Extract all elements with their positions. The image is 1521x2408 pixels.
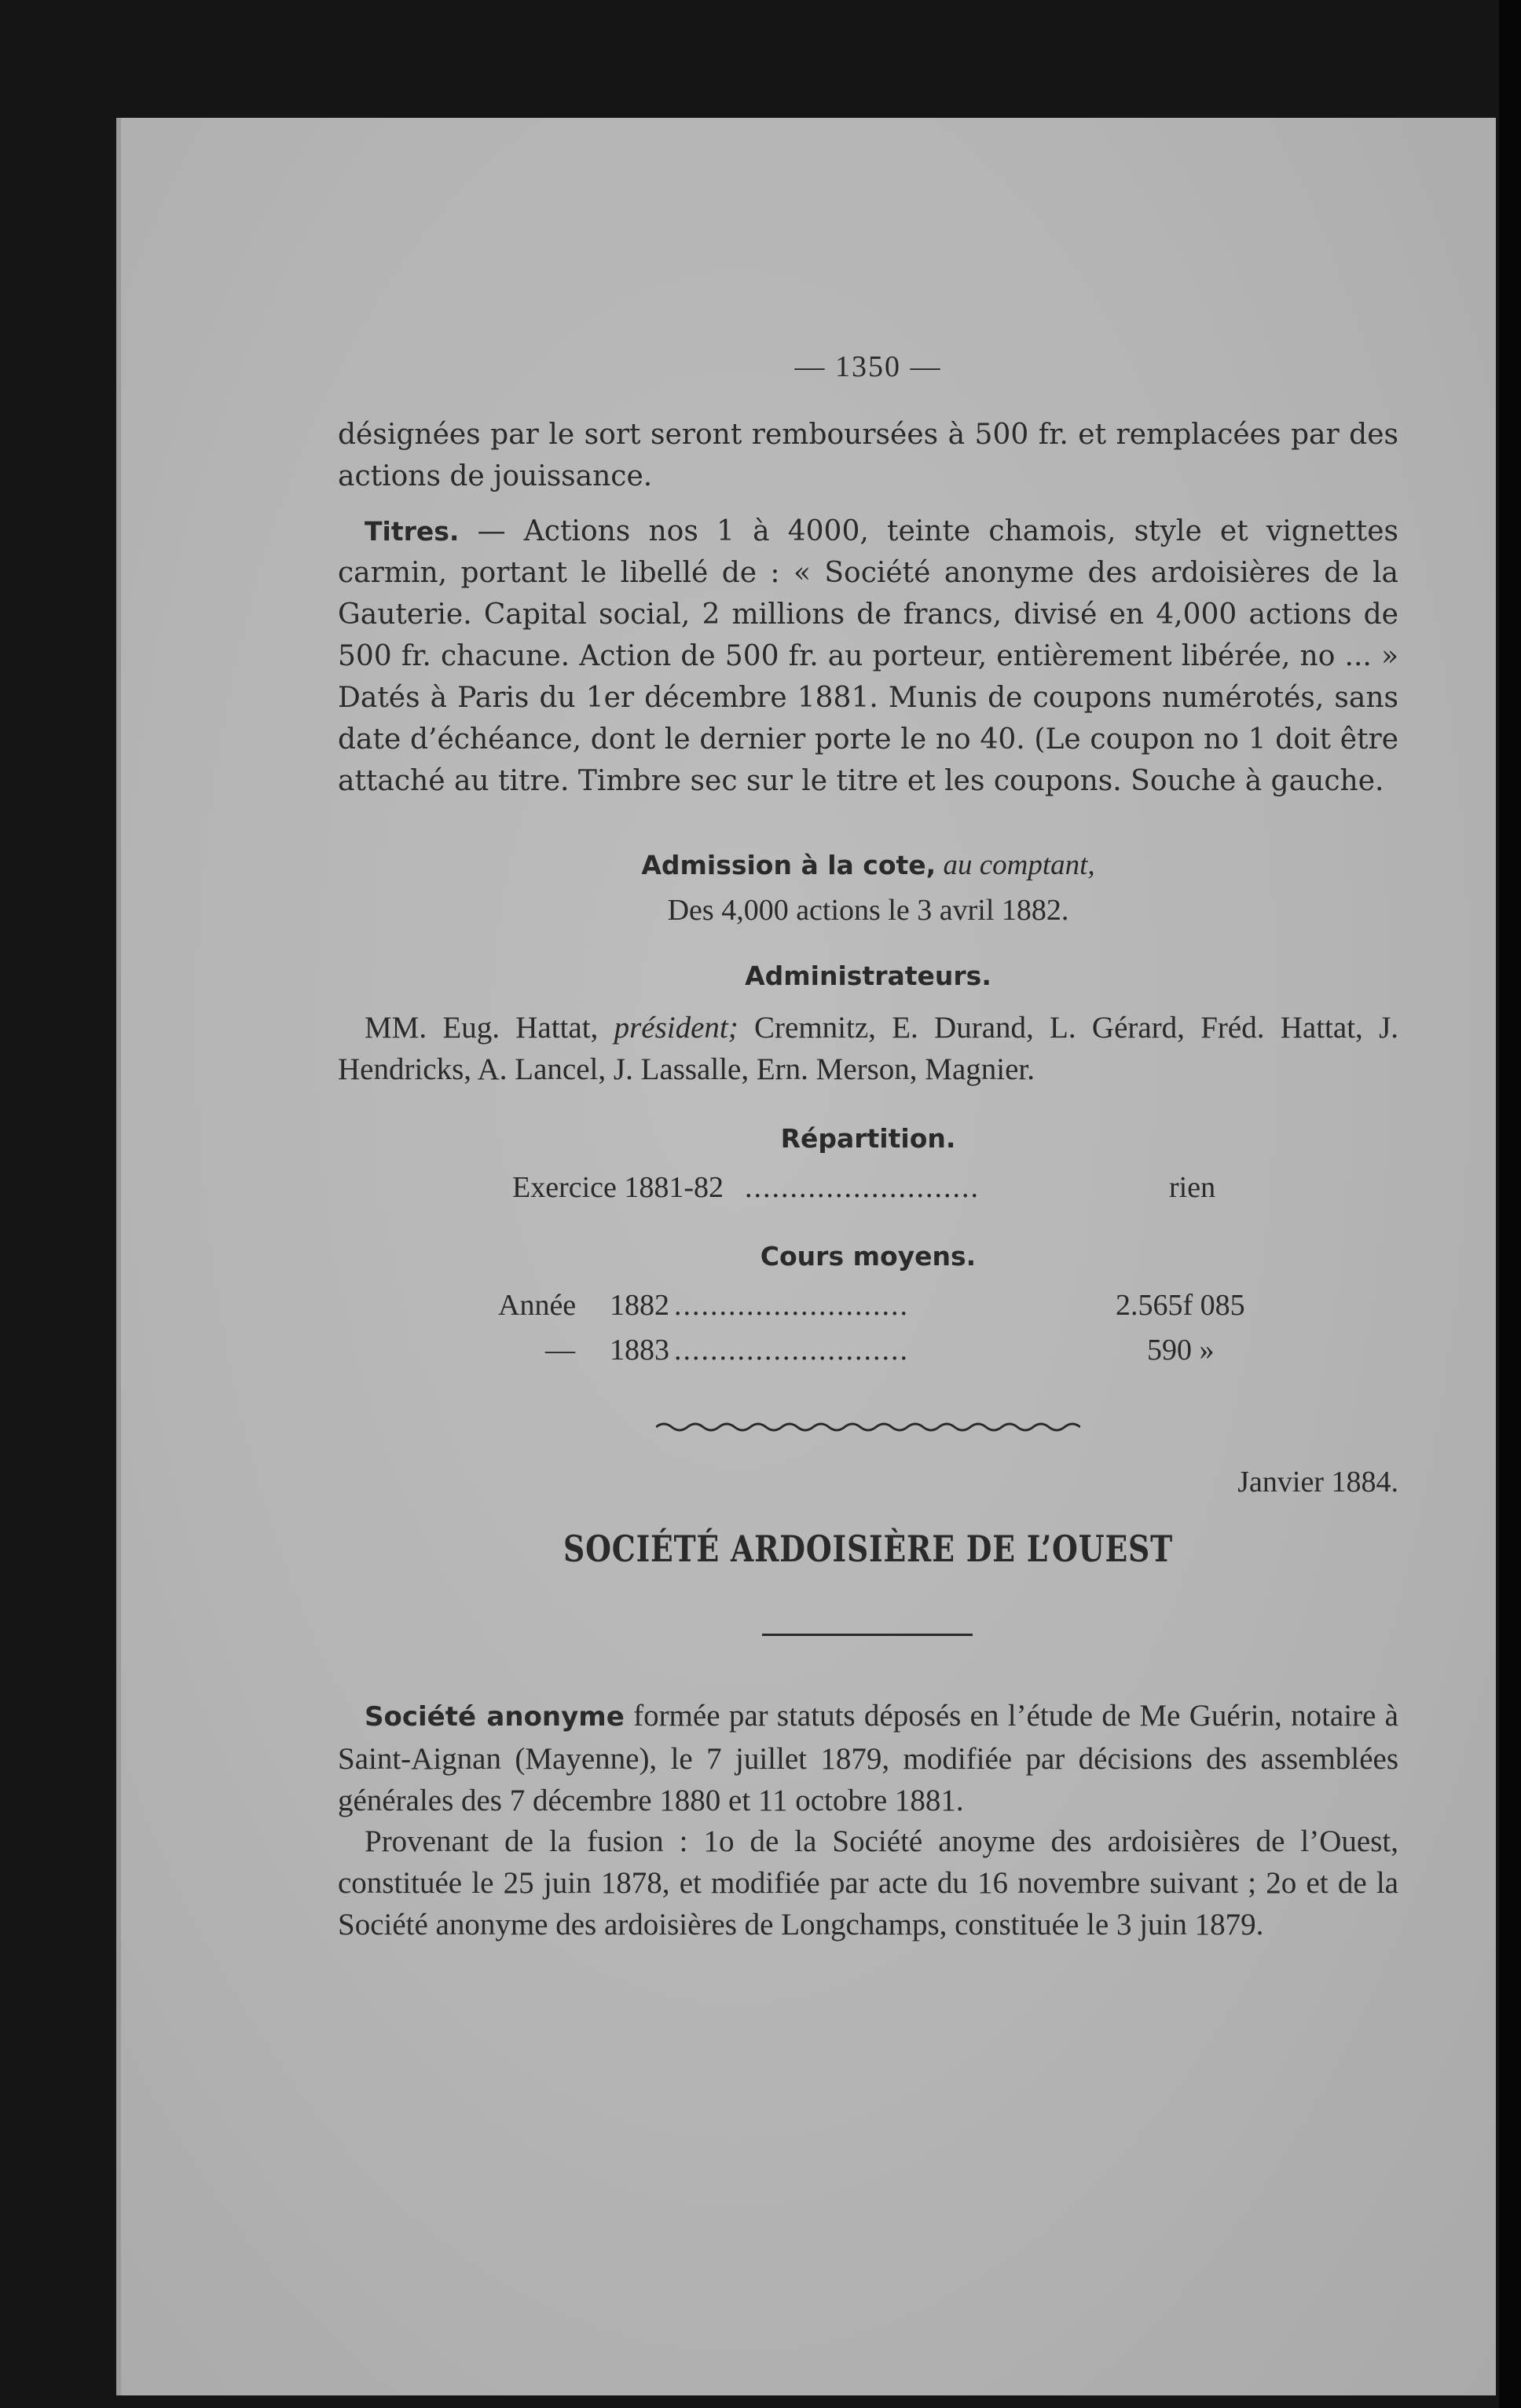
company-para1-text: formée par statuts déposés en l’étude de Me Guérin, notaire à Saint-Aignan (Mayenne), le 7 juillet 1879, modifiée par décisions des assemblées générales des 7 décembre 1880 et 11 octobre 1881.: [338, 1699, 1398, 1817]
cours-value: 2.565f 085: [1116, 1289, 1245, 1322]
cours-dots: ..........................: [674, 1289, 909, 1322]
page-number: — 1350 —: [794, 350, 942, 383]
titres-text: — Actions nos 1 à 4000, teinte chamois, style et vignettes carmin, portant le libellé de : « Société anonyme des ardoisières de la Gauterie. Capital social, 2 millions de francs, divisé en 4,000 actions de 500 fr. chacune. Action de 500 fr. au porteur, entièrement libérée, no ... » Datés à Paris du 1er décembre 1881. Munis de coupons numérotés, sans date d’échéance, dont le dernier porte le no 40. (Le coupon no 1 doit être attaché au titre. Timbre sec sur le titre et les coupons. Souche à gauche.: [338, 515, 1398, 797]
cours-year: 1882: [610, 1289, 669, 1322]
administrateurs-heading: Administrateurs.: [745, 961, 991, 991]
administrateurs-role: président;: [614, 1011, 739, 1045]
company-para1-bold: Société anonyme: [365, 1701, 625, 1733]
admission-heading-italic: au comptant,: [936, 849, 1095, 881]
admission-heading: Admission à la cote,: [641, 850, 936, 880]
repartition-label: Exercice 1881-82: [512, 1171, 724, 1204]
admission-heading-line: [338, 848, 1398, 882]
administrateurs-rest: Cremnitz, E. Durand, L. Gérard, Fréd. Hattat, J. Hendricks, A. Lancel, J. Lassalle, Ern. Merson, Magnier.: [338, 1011, 1399, 1086]
administrateurs-list: [338, 1007, 1398, 1090]
cours-row-1883: [338, 1333, 1398, 1377]
cours-year: 1883: [610, 1334, 669, 1367]
document-page: [116, 118, 1496, 2395]
cours-moyens-heading: Cours moyens.: [760, 1241, 977, 1272]
decorative-wave-divider: [656, 1419, 1080, 1435]
cours-row-1882: [338, 1288, 1398, 1332]
repartition-dots: ..........................: [745, 1171, 980, 1204]
repartition-value: rien: [1169, 1171, 1216, 1204]
administrateurs-prefix: MM. Eug. Hattat,: [365, 1011, 614, 1045]
cours-prefix: Année: [498, 1289, 577, 1322]
title-rule: [762, 1634, 973, 1636]
titres-paragraph: [338, 511, 1398, 802]
repartition-heading: Répartition.: [780, 1123, 956, 1154]
scan-border: [1499, 0, 1521, 2408]
company-paragraph-1: [338, 1695, 1398, 1821]
intro-paragraph: désignées par le sort seront remboursées à 500 fr. et remplacées par des actions de jouissance.: [338, 419, 1398, 492]
cours-value: 590 »: [1147, 1334, 1215, 1367]
company-title: SOCIÉTÉ ARDOISIÈRE DE L’OUEST: [563, 1528, 1173, 1570]
cours-dots: ..........................: [674, 1334, 909, 1367]
company-paragraph-2: Provenant de la fusion : 1o de la Société anoyme des ardoisières de l’Ouest, constituée le 25 juin 1878, et modifiée par acte du 16 novembre suivant ; 2o et de la Société anonyme des ardoisières de Longchamps, constituée le 3 juin 1879.: [338, 1824, 1398, 1941]
date-line: Janvier 1884.: [1237, 1466, 1398, 1499]
cours-prefix: —: [545, 1334, 575, 1367]
titres-label: Titres.: [365, 516, 460, 547]
repartition-row: [338, 1170, 1398, 1214]
admission-line: Des 4,000 actions le 3 avril 1882.: [667, 894, 1069, 927]
